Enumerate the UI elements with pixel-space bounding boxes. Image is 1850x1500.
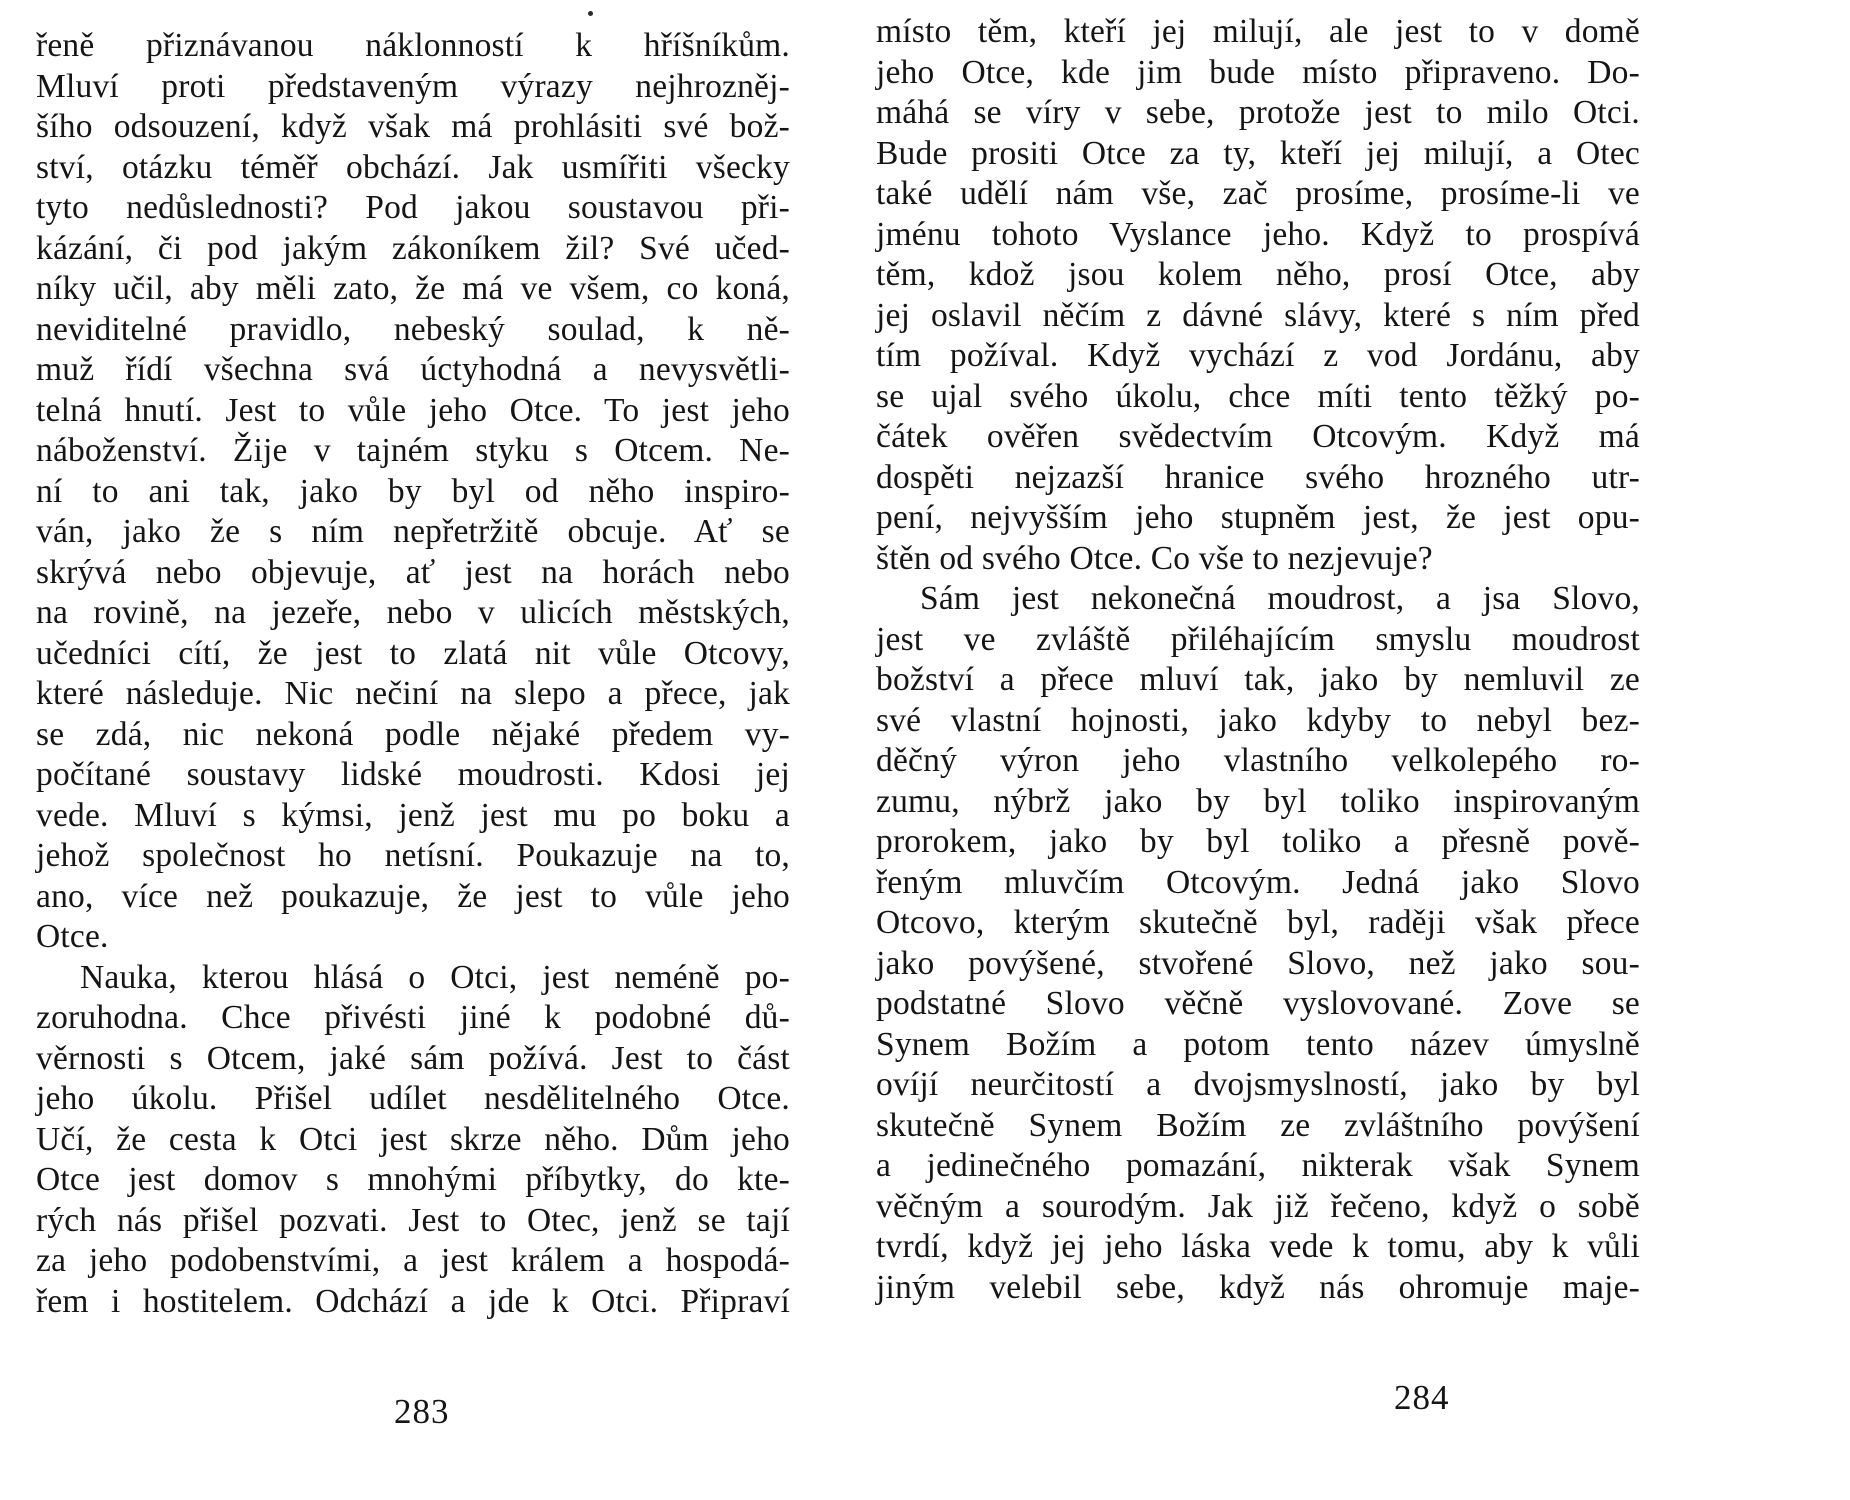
text-line: Bude prositi Otce za ty, kteří jej milují, a Otec: [876, 134, 1640, 172]
right-page-text-column: [876, 12, 1640, 1308]
text-line: které následuje. Nic nečiní na slepo a přece, jak: [36, 675, 790, 712]
text-line: prorokem, jako by byl toliko a přesně pově-: [876, 823, 1640, 860]
text-line: své vlastní hojnosti, jako kdyby to nebyl bez-: [876, 701, 1640, 739]
text-line: šího odsouzení, když však má prohlásiti své bož-: [36, 108, 790, 145]
text-line: děčný výron jeho vlastního velkolepého ro-: [876, 742, 1640, 779]
text-line: skutečně Synem Božím ze zvláštního povýšení: [876, 1106, 1640, 1144]
text-line: štěn od svého Otce. Co vše to nezjevuje?: [876, 539, 1433, 577]
text-line: Otcovo, kterým skutečně byl, raději však přece: [876, 904, 1640, 941]
text-line: vede. Mluví s kýmsi, jenž jest mu po boku a: [36, 796, 790, 834]
text-line: skrývá nebo objevuje, ať jest na horách nebo: [36, 553, 790, 591]
text-line: za jeho podobenstvími, a jest králem a hospodá-: [36, 1242, 790, 1279]
text-line: jeho Otce, kde jim bude místo připraveno. Do-: [876, 53, 1640, 91]
text-line: božství a přece mluví tak, jako by nemluvil ze: [876, 661, 1640, 698]
text-line: Nauka, kterou hlásá o Otci, jest neméně po-: [80, 958, 790, 996]
text-line: jehož společnost ho netísní. Poukazuje na to,: [36, 837, 790, 874]
text-line: věčným a sourodým. Jak již řečeno, když o sobě: [876, 1187, 1640, 1225]
text-line: ano, více než poukazuje, že jest to vůle jeho: [36, 877, 790, 915]
text-line: řeně přiznávanou náklonností k hříšníkům.: [36, 27, 790, 64]
text-line: Mluví proti představeným výrazy nejhrozněj-: [36, 67, 790, 105]
text-line: jest ve zvláště přiléhajícím smyslu moudrost: [876, 620, 1640, 658]
text-line: také udělí nám vše, zač prosíme, prosíme-li ve: [876, 175, 1640, 212]
text-line: zoruhodna. Chce přivésti jiné k podobné dů-: [36, 999, 790, 1036]
text-line: ván, jako že s ním nepřetržitě obcuje. Ať se: [36, 513, 790, 550]
text-line: muž řídí všechna svá úctyhodná a nevysvětli-: [36, 351, 790, 388]
text-line: pení, nejvyšším jeho stupněm jest, že jest opu-: [876, 499, 1640, 536]
text-line: níky učil, aby měli zato, že má ve všem, co koná,: [36, 270, 790, 307]
text-line: máhá se víry v sebe, protože jest to milo Otci.: [876, 94, 1640, 131]
text-line: tyto nedůslednosti? Pod jakou soustavou při-: [36, 189, 790, 226]
left-page-number: 283: [394, 1392, 450, 1431]
text-line: řeným mluvčím Otcovým. Jedná jako Slovo: [876, 863, 1640, 901]
text-line: Synem Božím a potom tento název úmyslně: [876, 1025, 1640, 1063]
text-line: počítané soustavy lidské moudrosti. Kdosi jej: [36, 756, 790, 793]
text-line: Otce jest domov s mnohými příbytky, do kte-: [36, 1161, 790, 1198]
text-line: jako povýšené, stvořené Slovo, než jako sou-: [876, 944, 1640, 982]
text-line: ovíjí neurčitostí a dvojsmyslností, jako by byl: [876, 1066, 1640, 1103]
text-line: jiným velebil sebe, když nás ohromuje maje-: [876, 1268, 1640, 1306]
text-line: věrnosti s Otcem, jaké sám požívá. Jest to část: [36, 1039, 790, 1077]
text-line: tvrdí, když jej jeho láska vede k tomu, aby k vůli: [876, 1228, 1640, 1265]
text-line: jménu tohoto Vyslance jeho. Když to prospívá: [876, 215, 1640, 253]
text-line: telná hnutí. Jest to vůle jeho Otce. To jest jeho: [36, 391, 790, 429]
right-page-number: 284: [1394, 1378, 1450, 1417]
text-line: Sám jest nekonečná moudrost, a jsa Slovo,: [920, 580, 1640, 617]
text-line: náboženství. Žije v tajném styku s Otcem. Ne-: [36, 432, 790, 469]
text-line: dospěti nejzazší hranice svého hrozného utr-: [876, 458, 1640, 496]
scan-speck: [588, 11, 593, 16]
text-line: a jedinečného pomazání, nikterak však Synem: [876, 1147, 1640, 1184]
text-line: ní to ani tak, jako by byl od něho inspiro-: [36, 472, 790, 510]
text-line: kázání, či pod jakým zákoníkem žil? Své učed-: [36, 229, 790, 267]
text-line: těm, kdož jsou kolem něho, prosí Otce, aby: [876, 256, 1640, 293]
text-line: jej oslavil něčím z dávné slávy, které s ním před: [876, 296, 1640, 334]
text-line: se zdá, nic nekoná podle nějaké předem vy-: [36, 715, 790, 753]
text-line: místo těm, kteří jej milují, ale jest to v domě: [876, 13, 1640, 50]
text-line: podstatné Slovo věčně vyslovované. Zove se: [876, 985, 1640, 1022]
text-line: Otce.: [36, 918, 109, 955]
text-line: Učí, že cesta k Otci jest skrze něho. Dům jeho: [36, 1120, 790, 1158]
text-line: řem i hostitelem. Odchází a jde k Otci. Připraví: [36, 1282, 790, 1320]
text-line: jeho úkolu. Přišel udílet nesdělitelného Otce.: [36, 1080, 790, 1117]
text-line: čátek ověřen svědectvím Otcovým. Když má: [876, 418, 1640, 455]
text-line: se ujal svého úkolu, chce míti tento těžký po-: [876, 377, 1640, 415]
text-line: na rovině, na jezeře, nebo v ulicích městských,: [36, 594, 790, 631]
text-line: ství, otázku téměř obchází. Jak usmířiti všecky: [36, 148, 790, 186]
text-line: neviditelné pravidlo, nebeský soulad, k ně-: [36, 310, 790, 348]
text-line: zumu, nýbrž jako by byl toliko inspirovaným: [876, 782, 1640, 820]
text-line: tím požíval. Když vychází z vod Jordánu, aby: [876, 337, 1640, 374]
text-line: učedníci cítí, že jest to zlatá nit vůle Otcovy,: [36, 634, 790, 672]
text-line: rých nás přišel pozvati. Jest to Otec, jenž se tají: [36, 1201, 790, 1239]
left-page-text-column: [36, 26, 790, 1322]
